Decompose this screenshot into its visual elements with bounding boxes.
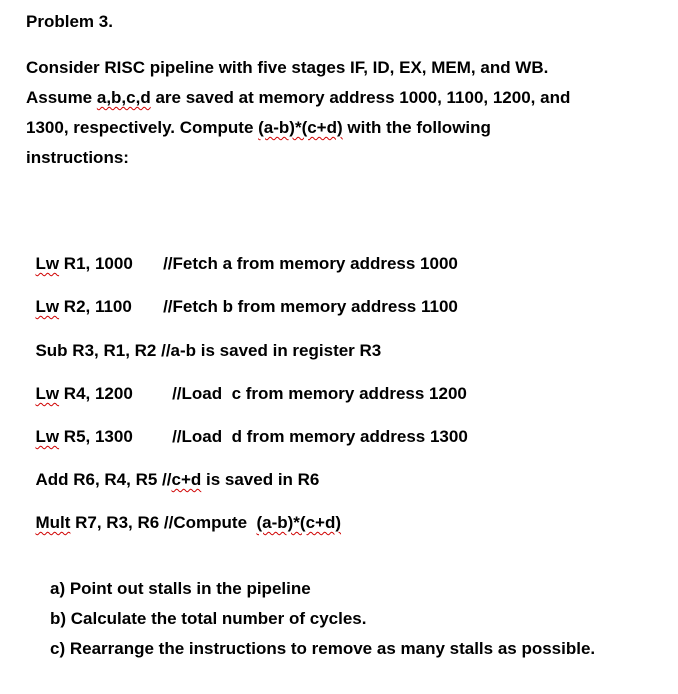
opcode: Lw — [35, 254, 60, 273]
opcode: Lw — [35, 384, 60, 403]
question-a: a) Point out stalls in the pipeline — [50, 579, 311, 598]
operands: R5, 1300 — [59, 427, 133, 446]
opcode: Sub — [35, 341, 68, 360]
comment-tail: is saved in R6 — [201, 470, 320, 489]
comment: //a-b is saved in register R3 — [161, 341, 382, 360]
instruction-5 — [26, 407, 468, 447]
expression: (a-b)*(c+d) — [258, 118, 343, 137]
operands: R3, R1, R2 — [67, 341, 162, 360]
question-b: b) Calculate the total number of cycles. — [50, 609, 367, 628]
question-c: c) Rearrange the instructions to remove as many stalls as possible. — [50, 639, 596, 658]
comment: c+d — [171, 470, 202, 489]
operands: R1, 1000 — [59, 254, 133, 273]
instruction-2 — [26, 277, 458, 317]
comment: //Fetch b from memory address 1100 — [163, 297, 458, 316]
operands: R6, R4, R5 // — [68, 470, 172, 489]
operands: R4, 1200 — [59, 384, 133, 403]
comment: //Load c from memory address 1200 — [172, 384, 467, 403]
question-list — [50, 574, 595, 664]
intro-line-3: 1300, respectively. Compute (a-b)*(c+d) with the following — [26, 118, 491, 137]
problem-intro — [26, 53, 646, 173]
opcode: Add — [35, 470, 69, 489]
operands: R7, R3, R6 //Compute — [70, 513, 257, 532]
opcode: Lw — [35, 427, 60, 446]
instruction-1 — [26, 234, 458, 274]
comment: //Load d from memory address 1300 — [172, 427, 468, 446]
intro-line-1: Consider RISC pipeline with five stages IF, ID, EX, MEM, and WB. — [26, 58, 549, 77]
intro-line-2: Assume a,b,c,d are saved at memory address 1000, 1100, 1200, and — [26, 88, 571, 107]
instruction-4 — [26, 364, 467, 404]
opcode: Lw — [35, 297, 60, 316]
intro-line-4: instructions: — [26, 148, 129, 167]
instruction-6 — [26, 450, 319, 490]
operands: R2, 1100 — [59, 297, 132, 316]
variables-list: a,b,c,d — [96, 88, 151, 107]
instruction-7 — [26, 493, 341, 533]
problem-title: Problem 3. — [26, 12, 113, 31]
comment: //Fetch a from memory address 1000 — [163, 254, 458, 273]
instruction-3 — [26, 321, 381, 361]
comment: (a-b)*(c+d) — [256, 513, 342, 532]
opcode: Mult — [35, 513, 71, 532]
